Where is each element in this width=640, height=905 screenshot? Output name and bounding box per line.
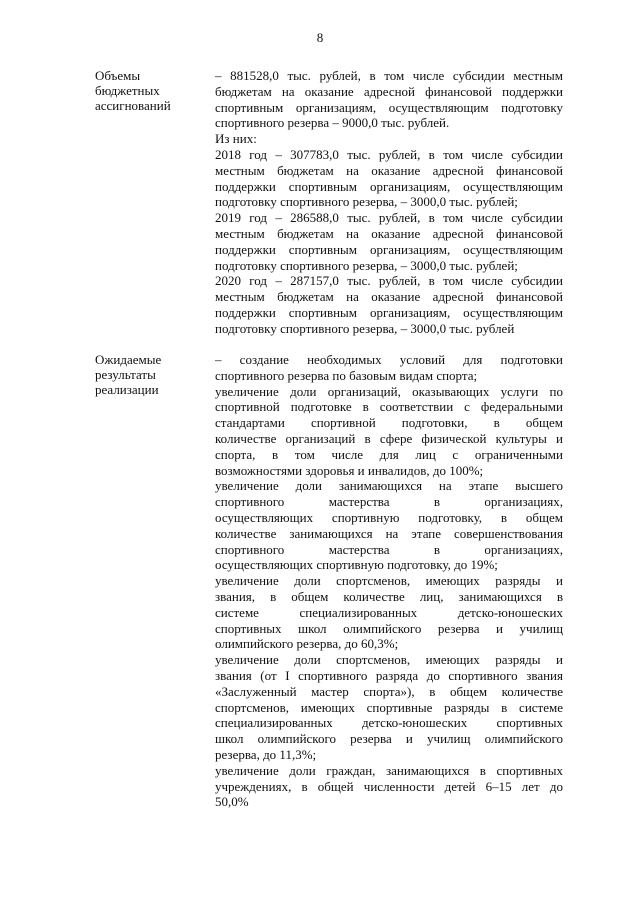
text-line: спортивным организациям, осуществляющим подготовку (215, 99, 563, 115)
text-line: звания, в общем количестве лиц, занимающихся в (215, 588, 563, 604)
section-content (215, 352, 563, 810)
text-line: увеличение доли граждан, занимающихся в спортивных (215, 762, 563, 778)
text-line: увеличение доли спортсменов, имеющих разряды и (215, 573, 563, 589)
section-label (95, 68, 205, 113)
label-line: Объемы (95, 68, 141, 83)
label-line: реализации (95, 382, 159, 397)
section-label (95, 352, 205, 397)
text-line: спортивного резерва – 9000,0 тыс. рублей. (215, 115, 450, 131)
label-line: ассигнований (95, 98, 171, 113)
text-line: увеличение доли организаций, оказывающих услуги по (215, 383, 563, 399)
text-line: 50,0% (215, 794, 249, 810)
text-line: осуществляющих спортивную подготовку, до 19%; (215, 557, 498, 573)
text-line: 2020 год – 287157,0 тыс. рублей, в том числе субсидии (215, 273, 563, 289)
text-line: подготовку спортивного резерва, – 3000,0 тыс. рублей; (215, 194, 518, 210)
text-line: подготовку спортивного резерва, – 3000,0 тыс. рублей (215, 320, 515, 336)
text-line: возможностями здоровья и инвалидов, до 100%; (215, 462, 484, 478)
text-line: – 881528,0 тыс. рублей, в том числе субсидии местным (215, 68, 563, 83)
text-line: увеличение доли занимающихся на этапе высшего (215, 478, 563, 494)
text-line: спортсменов, имеющих спортивные разряды в системе (215, 699, 563, 715)
text-line: «Заслуженный мастер спорта»), в общем количестве (215, 683, 563, 699)
text-line: поддержки спортивным организациям, осуществляющим (215, 304, 563, 320)
text-line: спортивного мастерства в организациях, (215, 541, 563, 557)
text-line: подготовку спортивного резерва, – 3000,0 тыс. рублей; (215, 257, 518, 273)
text-line: спорта, в том числе для лиц с ограниченными (215, 446, 563, 462)
text-line: школ олимпийского резерва и училищ олимпийского (215, 731, 563, 747)
text-line: поддержки спортивным организациям, осуществляющим (215, 178, 563, 194)
text-line: системе специализированных детско-юношеских (215, 604, 563, 620)
text-line: спортивной подготовке в соответствии с федеральными (215, 399, 563, 415)
page-number: 8 (316, 30, 324, 45)
text-line: 2019 год – 286588,0 тыс. рублей, в том числе субсидии (215, 210, 563, 226)
text-line: местным бюджетам на оказание адресной финансовой (215, 162, 563, 178)
text-line: звания (от I спортивного разряда до спортивного звания (215, 667, 563, 683)
text-line: увеличение доли спортсменов, имеющих разряды и (215, 652, 563, 668)
text-line: местным бюджетам на оказание адресной финансовой (215, 225, 563, 241)
text-line: Из них: (215, 131, 257, 147)
label-line: результаты (95, 367, 156, 382)
text-line: 2018 год – 307783,0 тыс. рублей, в том числе субсидии (215, 146, 563, 162)
section-content (215, 68, 563, 337)
text-line: спортивного резерва по базовым видам спорта; (215, 367, 478, 383)
text-line: количестве организаций в сфере физической культуры и (215, 430, 563, 446)
text-line: олимпийского резерва, до 60,3%; (215, 636, 399, 652)
text-line: стандартами спортивной подготовки, в общем (215, 415, 563, 431)
text-line: количестве занимающихся на этапе совершенствования (215, 525, 563, 541)
text-line: осуществляющих спортивную подготовку, в общем (215, 509, 563, 525)
text-line: специализированных детско-юношеских спортивных (215, 715, 563, 731)
text-line: – создание необходимых условий для подготовки (215, 352, 563, 367)
text-line: бюджетам на оказание адресной финансовой поддержки (215, 83, 563, 99)
text-line: спортивных школ олимпийского резерва и училищ (215, 620, 563, 636)
label-line: бюджетных (95, 83, 160, 98)
text-line: резерва, до 11,3%; (215, 746, 317, 762)
text-line: поддержки спортивным организациям, осуществляющим (215, 241, 563, 257)
label-line: Ожидаемые (95, 352, 162, 367)
text-line: учреждениях, в общей численности детей 6–15 лет до (215, 778, 563, 794)
text-line: спортивного мастерства в организациях, (215, 494, 563, 510)
text-line: местным бюджетам на оказание адресной финансовой (215, 289, 563, 305)
